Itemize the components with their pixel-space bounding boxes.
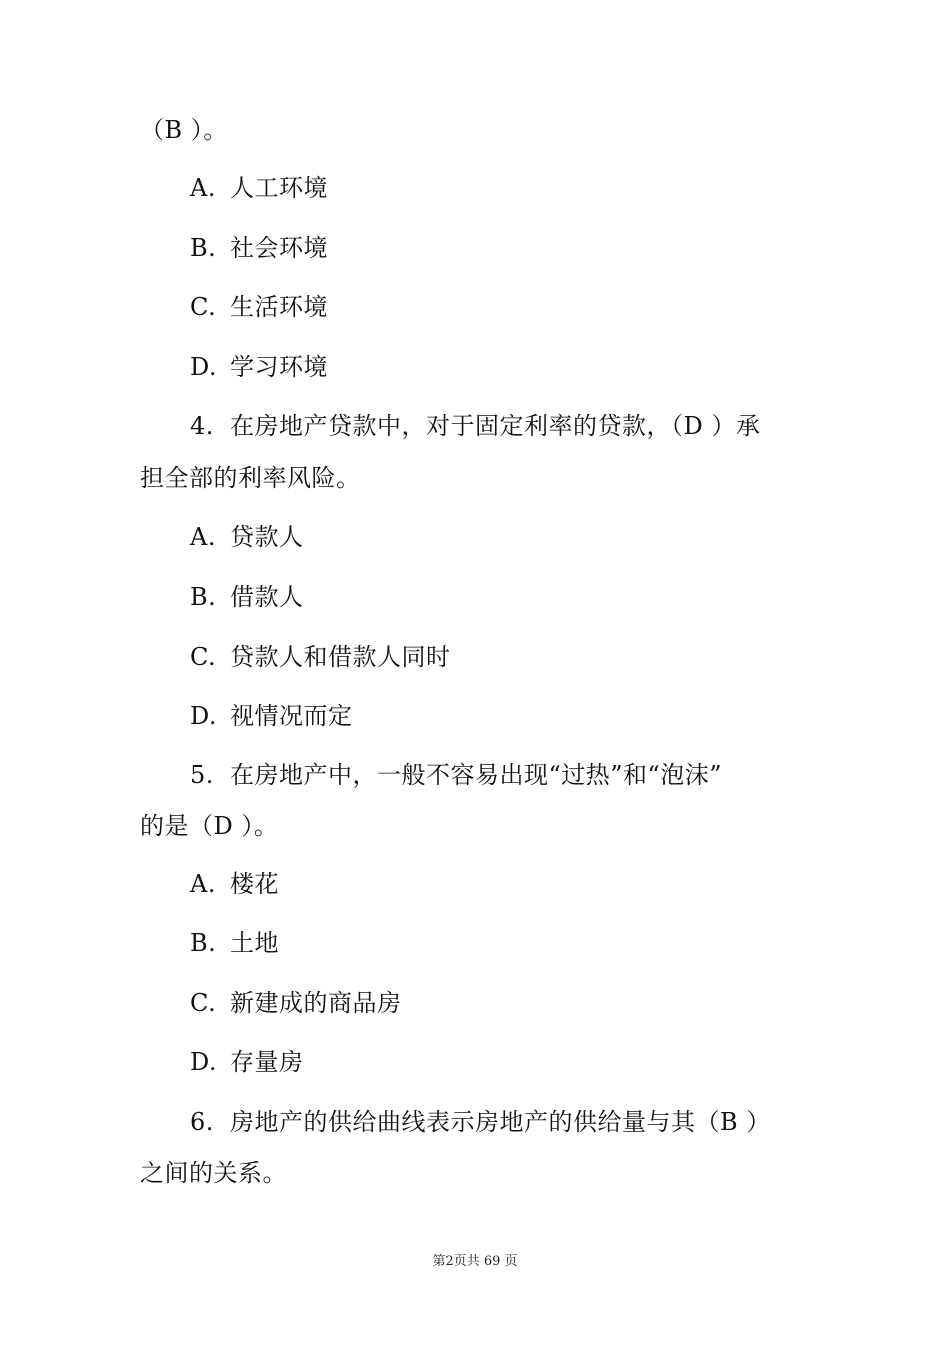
option-text: 贷款人和借款人同时 xyxy=(230,643,451,671)
option-text: 视情况而定 xyxy=(230,702,353,730)
q3-option-b xyxy=(190,233,328,263)
q5-option-d xyxy=(190,1047,304,1077)
option-letter: D. xyxy=(190,353,218,381)
question-text: 在房地产中，一般不容易出现“过热”和“泡沫” xyxy=(230,761,723,789)
q4-stem-line2 xyxy=(140,463,361,493)
option-letter: C. xyxy=(190,989,217,1017)
option-letter: B. xyxy=(190,929,217,957)
q5-stem-line2 xyxy=(140,811,278,841)
q4-option-c xyxy=(190,642,451,672)
question-text: 房地产的供给曲线表示房地产的供给量与其（B ） xyxy=(230,1108,771,1136)
q4-option-b xyxy=(190,582,304,612)
page-footer xyxy=(0,1253,950,1271)
question-text: 之间的关系。 xyxy=(140,1159,287,1187)
q3-answer-line xyxy=(140,115,228,145)
question-text: 担全部的利率风险。 xyxy=(140,464,361,492)
option-text: 社会环境 xyxy=(230,234,328,262)
option-text: 学习环境 xyxy=(230,353,328,381)
option-text: 土地 xyxy=(230,929,279,957)
option-letter: B. xyxy=(190,583,217,611)
option-text: 人工环境 xyxy=(230,174,328,202)
option-letter: B. xyxy=(190,234,217,262)
q6-stem-line2 xyxy=(140,1158,287,1188)
q5-option-a xyxy=(190,869,279,899)
q3-option-d xyxy=(190,352,328,382)
option-letter: A. xyxy=(190,523,216,551)
option-letter: C. xyxy=(190,293,217,321)
page-number-text: 第2页共 69 页 xyxy=(432,1254,518,1269)
q5-option-b xyxy=(190,928,279,958)
option-letter: D. xyxy=(190,702,218,730)
question-number: 5. xyxy=(190,761,214,789)
q4-option-a xyxy=(190,522,304,552)
question-number: 6. xyxy=(190,1108,214,1136)
q6-stem-line1 xyxy=(190,1107,771,1137)
option-text: 楼花 xyxy=(230,870,279,898)
q5-stem-line1 xyxy=(190,760,722,790)
q4-option-d xyxy=(190,701,353,731)
option-letter: A. xyxy=(190,870,216,898)
question-number: 4. xyxy=(190,412,214,440)
q3-answer-text: （B ）。 xyxy=(140,116,228,144)
question-text: 在房地产贷款中，对于固定利率的贷款，（D ）承 xyxy=(230,412,761,440)
q5-option-c xyxy=(190,988,402,1018)
question-text: 的是（D ）。 xyxy=(140,812,279,840)
option-text: 新建成的商品房 xyxy=(230,989,402,1017)
option-text: 借款人 xyxy=(230,583,304,611)
option-letter: D. xyxy=(190,1048,218,1076)
option-text: 贷款人 xyxy=(230,523,304,551)
option-letter: C. xyxy=(190,643,217,671)
option-text: 存量房 xyxy=(230,1048,304,1076)
q3-option-a xyxy=(190,173,328,203)
option-text: 生活环境 xyxy=(230,293,328,321)
q3-option-c xyxy=(190,292,328,322)
q4-stem-line1 xyxy=(190,411,760,441)
option-letter: A. xyxy=(190,174,216,202)
